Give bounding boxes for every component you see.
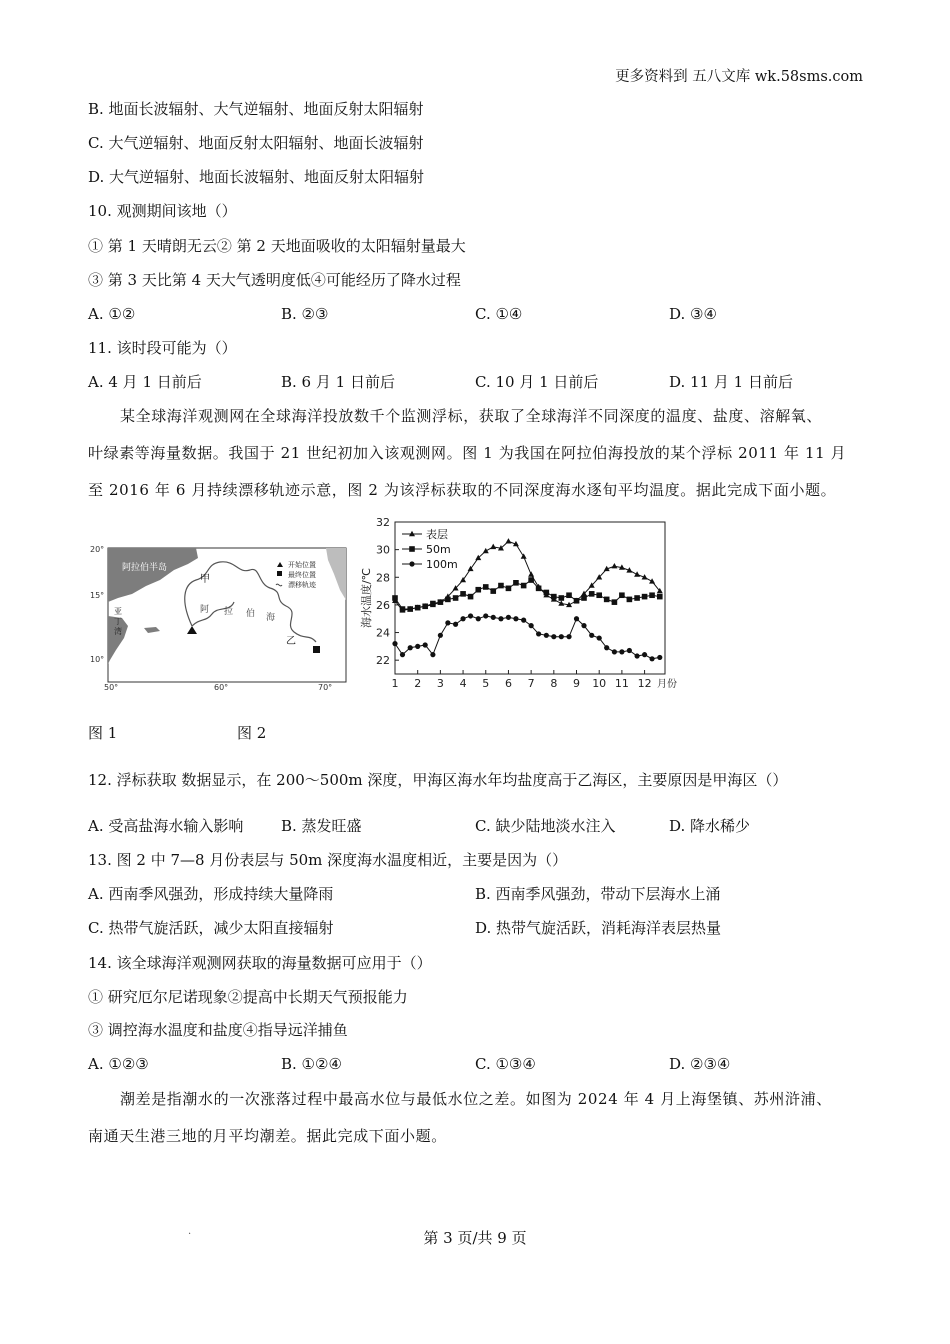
- sea-char-1: 阿: [200, 605, 210, 615]
- point-50m: [574, 598, 580, 604]
- y-tick-label: 32: [376, 516, 390, 529]
- point-100m: [468, 613, 473, 618]
- point-surface: [634, 571, 640, 576]
- point-100m: [612, 649, 617, 654]
- point-50m: [544, 590, 550, 596]
- point-50m: [483, 584, 489, 590]
- point-50m: [430, 601, 436, 607]
- q14-stem: 14. 该全球海洋观测网获取的海量数据可应用于（）: [88, 954, 432, 972]
- q13-option-b: B. 西南季风强劲，带动下层海水上涌: [475, 885, 721, 903]
- passage1-line-1: 某全球海洋观测网在全球海洋投放数千个监测浮标，获取了全球海洋不同深度的温度、盐度、溶解氧、: [120, 407, 823, 425]
- q14-option-d: D. ②③④: [669, 1055, 731, 1073]
- point-50m: [627, 597, 633, 603]
- point-50m: [513, 580, 519, 586]
- point-100m: [408, 645, 413, 650]
- x-tick-label: 10: [592, 677, 607, 690]
- gulf-char-3: 湾: [114, 627, 122, 636]
- q11-option-d: D. 11 月 1 日前后: [669, 373, 793, 391]
- lon-label-50: 50°: [104, 683, 119, 692]
- point-100m: [574, 616, 579, 621]
- point-100m: [483, 613, 488, 618]
- header-source: 更多资料到 五八文库 wk.58sms.com: [615, 69, 863, 85]
- q9-option-c: C. 大气逆辐射、地面反射太阳辐射、地面长波辐射: [88, 134, 424, 152]
- legend-end-icon: [277, 571, 282, 576]
- region-jia: 甲: [200, 574, 210, 585]
- legend-marker-50m: [409, 546, 415, 552]
- y-tick-label: 22: [376, 654, 390, 668]
- point-100m: [642, 652, 647, 657]
- point-surface: [558, 600, 564, 605]
- point-50m: [596, 592, 602, 598]
- point-50m: [506, 586, 512, 592]
- x-tick-label: 11: [614, 677, 629, 690]
- q11-option-b: B. 6 月 1 日前后: [281, 373, 395, 391]
- point-100m: [506, 615, 511, 620]
- point-50m: [581, 595, 587, 601]
- passage2-line-2: 南通天生港三地的月平均潮差。据此完成下面小题。: [88, 1127, 447, 1145]
- q14-statements-2: ③ 调控海水温度和盐度④指导远洋捕鱼: [88, 1021, 348, 1039]
- point-100m: [634, 653, 639, 658]
- q14-option-c: C. ①③④: [475, 1055, 536, 1073]
- point-50m: [551, 594, 557, 600]
- q10-option-d: D. ③④: [669, 305, 717, 323]
- lon-label-70: 70°: [318, 683, 333, 692]
- x-tick-label: 7: [527, 677, 535, 690]
- figure-1-drift-map: [88, 540, 350, 692]
- y-axis-label: 海水温度/℃: [360, 567, 373, 629]
- point-50m: [407, 606, 413, 612]
- q10-option-b: B. ②③: [281, 305, 329, 323]
- point-100m: [460, 616, 465, 621]
- point-50m: [392, 595, 398, 601]
- q13-option-c: C. 热带气旋活跃，减少太阳直接辐射: [88, 919, 334, 937]
- point-100m: [491, 615, 496, 620]
- y-tick-label: 24: [376, 626, 390, 640]
- point-50m: [475, 587, 481, 593]
- point-50m: [445, 597, 451, 603]
- point-surface: [528, 571, 534, 576]
- x-tick-label: 2: [414, 677, 422, 690]
- point-50m: [634, 595, 640, 601]
- q10-statements-2: ③ 第 3 天比第 4 天大气透明度低④可能经历了降水过程: [88, 271, 461, 289]
- point-50m: [498, 583, 504, 589]
- passage1-line-2: 叶绿素等海量数据。我国于 21 世纪初加入该观测网。图 1 为我国在阿拉伯海投放的某个浮标 2011 年 11 月: [88, 444, 847, 462]
- x-axis-label: 月份: [657, 679, 678, 690]
- point-surface: [490, 544, 496, 549]
- point-100m: [544, 633, 549, 638]
- q13-stem: 13. 图 2 中 7—8 月份表层与 50m 深度海水温度相近，主要是因为（）: [88, 851, 568, 869]
- point-surface: [505, 538, 511, 543]
- point-50m: [400, 606, 406, 612]
- legend-label-surface: 表层: [426, 528, 448, 541]
- point-50m: [490, 588, 496, 594]
- footer-mark: .: [188, 1226, 192, 1237]
- point-50m: [589, 591, 595, 597]
- lat-label-15: 15°: [90, 591, 105, 600]
- point-50m: [566, 592, 572, 598]
- q10-statements-1: ① 第 1 天晴朗无云② 第 2 天地面吸收的太阳辐射量最大: [88, 237, 466, 255]
- point-50m: [642, 594, 648, 600]
- legend-start: 开始位置: [288, 561, 316, 569]
- legend-label-100m: 100m: [426, 558, 458, 571]
- sea-char-2: 拉: [224, 607, 234, 617]
- q10-option-a: A. ①②: [88, 305, 136, 323]
- point-100m: [559, 634, 564, 639]
- q13-option-a: A. 西南季风强劲，形成持续大量降雨: [88, 885, 334, 903]
- x-tick-label: 6: [504, 677, 512, 690]
- y-tick-label: 30: [376, 543, 390, 557]
- point-50m: [468, 594, 474, 600]
- q11-option-a: A. 4 月 1 日前后: [88, 373, 202, 391]
- point-100m: [423, 642, 428, 647]
- q14-statements-1: ① 研究厄尔尼诺现象②提高中长期天气预报能力: [88, 988, 408, 1006]
- q13-option-d: D. 热带气旋活跃，消耗海洋表层热量: [475, 919, 722, 937]
- region-yi: 乙: [286, 636, 296, 647]
- figure-1-label: 图 1: [88, 724, 118, 742]
- point-100m: [649, 656, 654, 661]
- point-50m: [536, 586, 542, 592]
- x-tick-label: 9: [573, 677, 581, 690]
- q10-stem: 10. 观测期间该地（）: [88, 202, 237, 220]
- point-surface: [611, 563, 617, 568]
- point-100m: [476, 616, 481, 621]
- point-100m: [536, 631, 541, 636]
- q10-option-c: C. ①④: [475, 305, 523, 323]
- y-tick-label: 28: [376, 571, 390, 585]
- point-100m: [453, 622, 458, 627]
- x-tick-label: 5: [482, 677, 490, 690]
- point-100m: [430, 652, 435, 657]
- q9-option-d: D. 大气逆辐射、地面长波辐射、地面反射太阳辐射: [88, 168, 425, 186]
- point-100m: [604, 645, 609, 650]
- legend-track: 漂移轨迹: [288, 581, 316, 589]
- point-100m: [581, 623, 586, 628]
- point-50m: [657, 594, 663, 600]
- point-100m: [551, 634, 556, 639]
- point-100m: [589, 633, 594, 638]
- peninsula-label: 阿拉伯半岛: [122, 563, 168, 573]
- legend-marker-100m: [409, 561, 414, 566]
- x-tick-label: 1: [391, 677, 399, 690]
- point-50m: [559, 595, 565, 601]
- lat-label-20: 20°: [90, 545, 105, 554]
- point-50m: [612, 599, 618, 605]
- point-100m: [657, 655, 662, 660]
- point-surface: [649, 578, 655, 583]
- q12-option-a: A. 受高盐海水输入影响: [88, 817, 244, 835]
- q12-stem: 12. 浮标获取 数据显示，在 200～500m 深度，甲海区海水年均盐度高于乙海区，主要原因是甲海区（）: [88, 771, 788, 789]
- end-marker: [313, 646, 320, 653]
- point-50m: [528, 577, 534, 583]
- point-100m: [566, 634, 571, 639]
- q12-option-c: C. 缺少陆地淡水注入: [475, 817, 616, 835]
- sea-char-3: 伯: [246, 609, 256, 619]
- passage2-line-1: 潮差是指潮水的一次涨落过程中最高水位与最低水位之差。如图为 2024 年 4 月上海堡镇、苏州浒浦、: [120, 1090, 832, 1108]
- point-50m: [460, 591, 466, 597]
- point-100m: [521, 618, 526, 623]
- x-tick-label: 4: [459, 677, 467, 690]
- point-50m: [619, 592, 625, 598]
- q12-option-b: B. 蒸发旺盛: [281, 817, 362, 835]
- gulf-char-2: 丁: [114, 617, 122, 626]
- point-100m: [392, 641, 397, 646]
- q11-option-c: C. 10 月 1 日前后: [475, 373, 599, 391]
- lon-label-60: 60°: [214, 683, 229, 692]
- page-number: 第 3 页/共 9 页: [423, 1229, 527, 1247]
- point-100m: [627, 648, 632, 653]
- q9-option-b: B. 地面长波辐射、大气逆辐射、地面反射太阳辐射: [88, 100, 424, 118]
- point-100m: [498, 616, 503, 621]
- point-100m: [597, 635, 602, 640]
- q11-stem: 11. 该时段可能为（）: [88, 339, 237, 357]
- figure-2-temperature-chart: [350, 512, 680, 694]
- figure-2-label: 图 2: [237, 724, 267, 742]
- x-tick-label: 8: [550, 677, 558, 690]
- passage1-line-3: 至 2016 年 6 月持续漂移轨迹示意，图 2 为该浮标获取的不同深度海水逐旬平均温度。据此完成下面小题。: [88, 481, 837, 499]
- point-100m: [529, 623, 534, 628]
- x-tick-label: 3: [436, 677, 444, 690]
- q14-option-b: B. ①②④: [281, 1055, 342, 1073]
- point-50m: [438, 599, 444, 605]
- legend-end: 最终位置: [288, 571, 316, 579]
- legend-label-50m: 50m: [426, 543, 451, 556]
- gulf-char-1: 亚: [114, 607, 122, 616]
- point-50m: [604, 597, 610, 603]
- point-100m: [438, 633, 443, 638]
- point-100m: [415, 644, 420, 649]
- point-50m: [422, 603, 428, 609]
- point-100m: [513, 616, 518, 621]
- point-50m: [649, 592, 655, 598]
- q12-option-d: D. 降水稀少: [669, 817, 751, 835]
- q14-option-a: A. ①②③: [88, 1055, 149, 1073]
- point-surface: [483, 548, 489, 553]
- point-100m: [619, 649, 624, 654]
- point-surface: [521, 553, 527, 558]
- lat-label-10: 10°: [90, 655, 105, 664]
- y-tick-label: 26: [376, 598, 390, 612]
- sea-char-4: 海: [266, 613, 276, 623]
- point-100m: [400, 652, 405, 657]
- x-tick-label: 12: [637, 677, 652, 690]
- point-100m: [445, 620, 450, 625]
- point-50m: [415, 605, 421, 611]
- point-50m: [453, 595, 459, 601]
- point-50m: [521, 583, 527, 589]
